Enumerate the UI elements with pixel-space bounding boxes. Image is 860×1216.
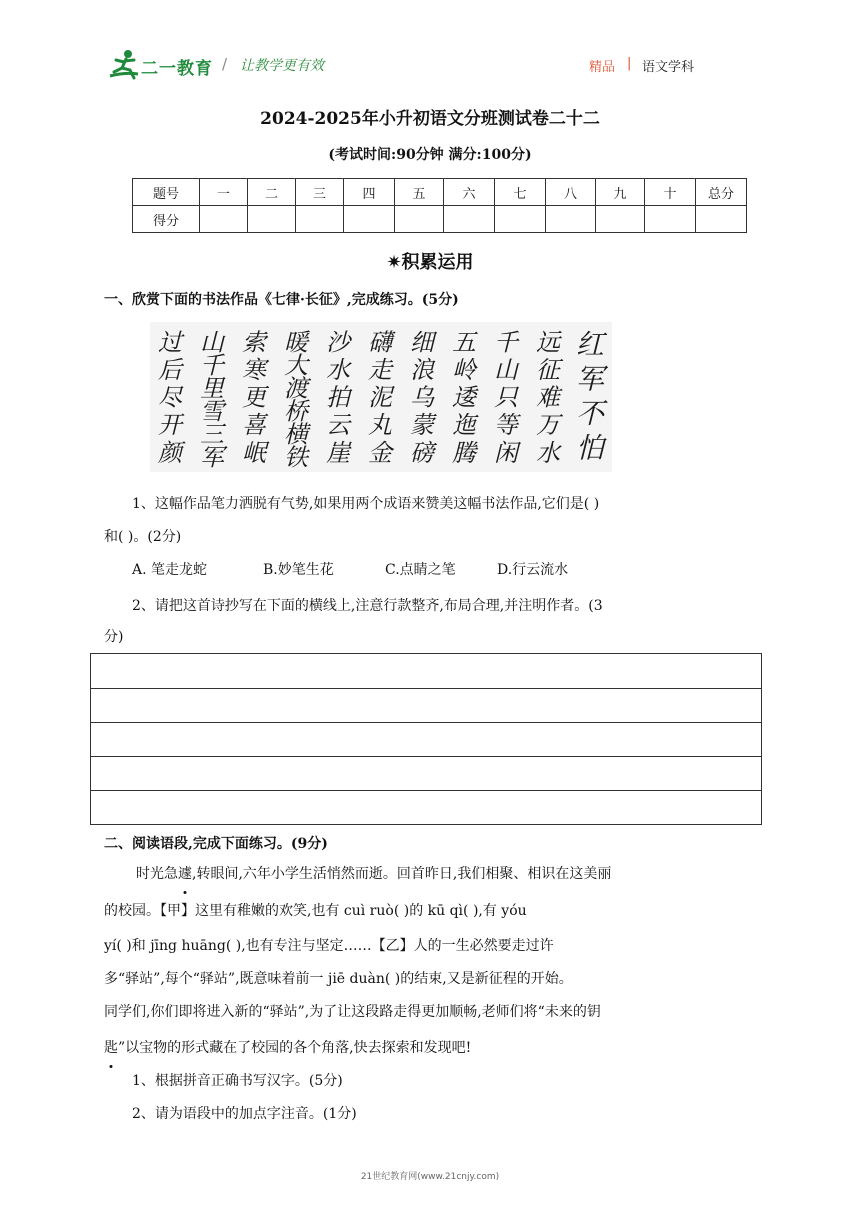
calligraphy-glyph: 暖 bbox=[284, 328, 308, 357]
calligraphy-glyph: 泥 bbox=[368, 383, 392, 412]
passage-line: 同学们,你们即将进入新的“驿站”,为了让这段路走得更加顺畅,老师们将“未来的钥 bbox=[104, 1004, 601, 1020]
calligraphy-glyph: 礴 bbox=[368, 328, 392, 357]
calligraphy-glyph: 金 bbox=[368, 438, 392, 467]
calligraphy-glyph: 军 bbox=[200, 443, 224, 472]
calligraphy-glyph: 磅 bbox=[410, 438, 434, 467]
table-cell: 六 bbox=[444, 179, 495, 206]
table-row bbox=[133, 179, 747, 206]
section-heading: ✷积累运用 bbox=[386, 252, 474, 273]
page-title: 2024-2025年小升初语文分班测试卷二十二 bbox=[260, 109, 600, 129]
dotted-character: 遽 bbox=[178, 857, 192, 891]
question-2-heading: 二、阅读语段,完成下面练习。(9分) bbox=[104, 836, 328, 852]
footer: 21世纪教育网(www.21cnjy.com) bbox=[360, 1172, 500, 1182]
calligraphy-glyph: 军 bbox=[575, 362, 605, 396]
writing-line bbox=[91, 790, 761, 791]
passage-text: ”以宝物的形式藏在了校园的各个角落,快去探索和发现吧! bbox=[118, 1040, 472, 1056]
calligraphy-glyph: 沙 bbox=[326, 328, 350, 357]
calligraphy-glyph: 里 bbox=[200, 374, 224, 403]
calligraphy-glyph: 万 bbox=[536, 411, 560, 440]
calligraphy-glyph: 山 bbox=[494, 356, 518, 384]
calligraphy-glyph: 云 bbox=[326, 411, 350, 440]
table-cell: 十 bbox=[645, 179, 696, 206]
q1-sub1-line1: 1、这幅作品笔力洒脱有气势,如果用两个成语来赞美这幅书法作品,它们是( ) bbox=[132, 496, 600, 512]
calligraphy-glyph: 岷 bbox=[242, 438, 266, 467]
calligraphy-glyph: 只 bbox=[494, 383, 518, 412]
calligraphy-glyph: 水 bbox=[536, 438, 560, 467]
calligraphy-glyph: 更 bbox=[242, 383, 266, 412]
passage-text: ,转眼间,六年小学生活悄然而逝。回首昨日,我们相聚、相识在这美丽 bbox=[192, 866, 612, 882]
table-cell: 一 bbox=[200, 179, 248, 206]
calligraphy-glyph: 千 bbox=[200, 351, 224, 380]
calligraphy-glyph: 颜 bbox=[158, 438, 182, 467]
calligraphy-glyph: 岭 bbox=[452, 356, 476, 384]
slogan: 让教学更有效 bbox=[240, 58, 324, 74]
calligraphy-glyph: 过 bbox=[158, 328, 182, 357]
score-input-cell[interactable] bbox=[696, 206, 747, 233]
writing-line bbox=[91, 722, 761, 723]
option-a[interactable]: A. 笔走龙蛇 bbox=[132, 562, 208, 578]
calligraphy-glyph: 开 bbox=[158, 411, 182, 440]
calligraphy-glyph: 细 bbox=[410, 328, 434, 357]
score-table bbox=[132, 178, 747, 233]
calligraphy-image bbox=[150, 322, 612, 472]
calligraphy-glyph: 征 bbox=[536, 356, 560, 384]
calligraphy-glyph: 千 bbox=[494, 328, 518, 357]
calligraphy-glyph: 三 bbox=[200, 420, 224, 449]
calligraphy-glyph: 渡 bbox=[284, 374, 308, 403]
table-cell: 八 bbox=[546, 179, 596, 206]
calligraphy-glyph: 大 bbox=[284, 351, 308, 380]
q1-sub2-line2: 分) bbox=[104, 629, 124, 645]
writing-lines-box[interactable] bbox=[90, 653, 762, 825]
calligraphy-glyph: 红 bbox=[575, 327, 605, 361]
table-cell: 总分 bbox=[696, 179, 747, 206]
calligraphy-glyph: 等 bbox=[494, 411, 518, 440]
score-input-cell[interactable] bbox=[444, 206, 495, 233]
calligraphy-glyph: 丸 bbox=[368, 411, 392, 440]
calligraphy-glyph: 迤 bbox=[452, 411, 476, 440]
calligraphy-glyph: 水 bbox=[326, 356, 350, 384]
q1-sub2-line1: 2、请把这首诗抄写在下面的横线上,注意行款整齐,布局合理,并注明作者。(3 bbox=[132, 598, 603, 614]
header-divider: / bbox=[222, 55, 228, 73]
score-input-cell[interactable] bbox=[395, 206, 444, 233]
calligraphy-glyph: 难 bbox=[536, 383, 560, 412]
table-row bbox=[133, 206, 747, 233]
calligraphy-glyph: 逶 bbox=[452, 383, 476, 412]
calligraphy-glyph: 五 bbox=[452, 328, 476, 357]
calligraphy-glyph: 尽 bbox=[158, 383, 182, 412]
score-input-cell[interactable] bbox=[344, 206, 395, 233]
option-d[interactable]: D.行云流水 bbox=[497, 562, 569, 578]
score-input-cell[interactable] bbox=[296, 206, 344, 233]
calligraphy-glyph: 铁 bbox=[284, 443, 308, 472]
calligraphy-glyph: 雪 bbox=[200, 397, 224, 426]
score-input-cell[interactable] bbox=[645, 206, 696, 233]
dotted-character: 匙 bbox=[104, 1031, 118, 1065]
table-cell: 得分 bbox=[133, 206, 200, 233]
table-cell: 题号 bbox=[133, 179, 200, 206]
passage-line bbox=[104, 1031, 471, 1065]
score-input-cell[interactable] bbox=[546, 206, 596, 233]
option-c[interactable]: C.点睛之笔 bbox=[385, 562, 456, 578]
table-cell: 四 bbox=[344, 179, 395, 206]
calligraphy-glyph: 崖 bbox=[326, 438, 350, 467]
q2-sub1: 1、根据拼音正确书写汉字。(5分) bbox=[132, 1073, 343, 1089]
writing-line bbox=[91, 688, 761, 689]
q2-sub2: 2、请为语段中的加点字注音。(1分) bbox=[132, 1106, 357, 1122]
question-1-heading: 一、欣赏下面的书法作品《七律·长征》,完成练习。(5分) bbox=[104, 292, 459, 308]
table-cell: 九 bbox=[596, 179, 645, 206]
passage-line: 的校园。【甲】这里有稚嫩的欢笑,也有 cuì ruò( )的 kū qì( ),有 yóu bbox=[104, 903, 527, 919]
calligraphy-glyph: 寒 bbox=[242, 356, 266, 384]
score-input-cell[interactable] bbox=[495, 206, 546, 233]
calligraphy-glyph: 远 bbox=[536, 328, 560, 357]
calligraphy-glyph: 喜 bbox=[242, 411, 266, 440]
calligraphy-glyph: 闲 bbox=[494, 438, 518, 467]
calligraphy-glyph: 怕 bbox=[575, 431, 605, 465]
logo-text: 二一教育 bbox=[141, 59, 213, 79]
passage-line bbox=[136, 857, 611, 891]
table-cell: 二 bbox=[248, 179, 296, 206]
score-input-cell[interactable] bbox=[248, 206, 296, 233]
passage-line: yí( )和 jīng huāng( ),也有专注与坚定……【乙】人的一生必然要走过许 bbox=[104, 938, 554, 954]
calligraphy-glyph: 索 bbox=[242, 328, 266, 357]
calligraphy-glyph: 浪 bbox=[410, 356, 434, 384]
option-b[interactable]: B.妙笔生花 bbox=[263, 562, 334, 578]
exam-info: (考试时间:90分钟 满分:100分) bbox=[328, 147, 532, 163]
calligraphy-glyph: 乌 bbox=[410, 383, 434, 412]
q1-sub1-line2: 和( )。(2分) bbox=[104, 529, 182, 545]
calligraphy-glyph: 横 bbox=[284, 420, 308, 449]
subject-label: 语文学科 bbox=[642, 60, 695, 75]
writing-line bbox=[91, 756, 761, 757]
calligraphy-glyph: 腾 bbox=[452, 438, 476, 467]
calligraphy-glyph: 后 bbox=[158, 356, 182, 384]
table-cell: 七 bbox=[495, 179, 546, 206]
header-separator: | bbox=[627, 56, 632, 71]
calligraphy-glyph: 桥 bbox=[284, 397, 308, 426]
calligraphy-glyph: 不 bbox=[575, 396, 605, 430]
calligraphy-glyph: 山 bbox=[200, 328, 224, 357]
score-input-cell[interactable] bbox=[596, 206, 645, 233]
calligraphy-glyph: 蒙 bbox=[410, 411, 434, 440]
table-cell: 五 bbox=[395, 179, 444, 206]
passage-text: 时光急 bbox=[136, 866, 178, 882]
premium-badge: 精品 bbox=[589, 60, 616, 75]
calligraphy-glyph: 走 bbox=[368, 356, 392, 384]
calligraphy-glyph: 拍 bbox=[326, 383, 350, 412]
score-input-cell[interactable] bbox=[200, 206, 248, 233]
passage-line: 多“驿站”,每个“驿站”,既意味着前一 jiē duàn( )的结束,又是新征程的开始。 bbox=[104, 971, 573, 987]
table-cell: 三 bbox=[296, 179, 344, 206]
